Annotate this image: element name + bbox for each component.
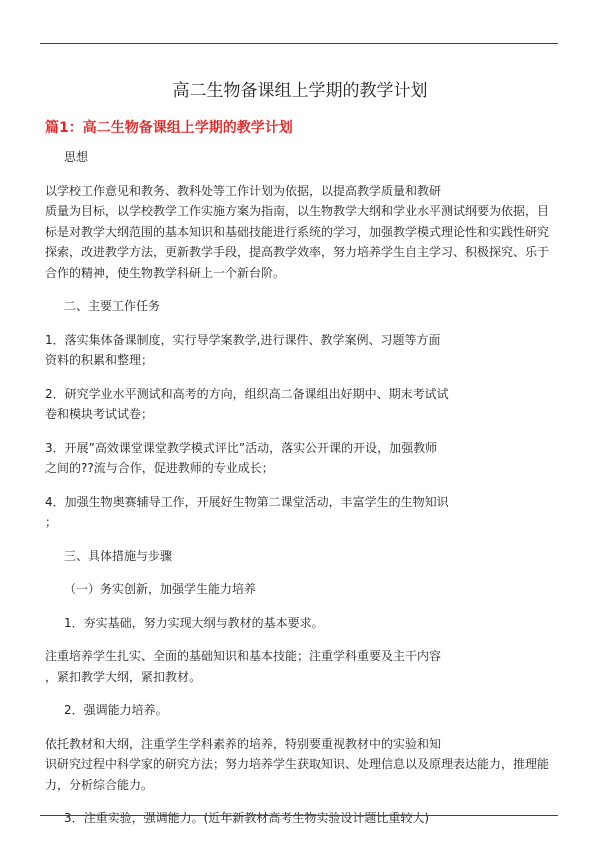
paragraph bbox=[45, 646, 560, 687]
text-line: 三、具体措施与步骤 bbox=[64, 548, 173, 563]
text-line: 注重培养学生扎实、全面的基础知识和基本技能；注重学科重要及主干内容 bbox=[45, 649, 442, 663]
paragraph bbox=[45, 384, 560, 425]
section-heading: 篇1：高二生物备课组上学期的教学计划 bbox=[45, 120, 293, 136]
text-line: 2．强调能力培养。 bbox=[64, 703, 168, 717]
text-line: 资料的积累和整理； bbox=[45, 353, 154, 367]
paragraph bbox=[45, 330, 560, 371]
text-line: （一）务实创新，加强学生能力培养 bbox=[64, 582, 257, 596]
paragraph bbox=[45, 147, 560, 168]
text-line: 合作的精神，使生物教学科研上一个新台阶。 bbox=[45, 265, 286, 280]
text-line: 4．加强生物奥赛辅导工作，开展好生物第二课堂活动，丰富学生的生物知识 bbox=[45, 494, 449, 509]
text-line: ，紧扣教学大纲，紧扣教材。 bbox=[45, 669, 202, 684]
text-line: 依托教材和大纲，注重学生学科素养的培养，特别要重视教材中的实验和知 bbox=[45, 736, 442, 751]
text-line: 1．夯实基础，努力实现大纲与教材的基本要求。 bbox=[64, 615, 324, 630]
paragraph bbox=[45, 579, 560, 600]
paragraph bbox=[45, 296, 560, 317]
paragraph bbox=[45, 438, 560, 479]
paragraph bbox=[45, 181, 560, 284]
text-line: 1．落实集体备课制度，实行导学案教学,进行课件、教学案例、习题等方面 bbox=[45, 332, 441, 347]
text-line: 3．注重实验，强调能力。(近年新教材高考生物实验设计题比重较大) bbox=[64, 811, 430, 825]
text-line: ； bbox=[45, 515, 58, 529]
paragraph bbox=[45, 492, 560, 533]
paragraph bbox=[45, 613, 560, 634]
paragraph bbox=[45, 700, 560, 721]
document-body bbox=[45, 147, 560, 842]
text-line: 之间的??流与合作，促进教师的专业成长； bbox=[45, 461, 274, 475]
text-line: 3．开展”高效课堂课堂教学模式评比”活动，落实公开课的开设，加强教师 bbox=[45, 440, 438, 455]
text-line: 力，分析综合能力。 bbox=[45, 777, 154, 792]
text-line: 以学校工作意见和教务、教科处等工作计划为依据，以提高教学质量和教研 bbox=[45, 183, 442, 198]
text-line: 识研究过程中科学家的研究方法；努力培养学生获取知识、处理信息以及原理表达能力，推理能 bbox=[45, 757, 550, 771]
paragraph bbox=[45, 808, 560, 829]
text-line: 2．研究学业水平测试和高考的方向，组织高二备课组出好期中、期末考试试 bbox=[45, 386, 449, 401]
bottom-rule bbox=[40, 815, 558, 816]
text-line: 探索，改进教学方法，更新教学手段，提高教学效率，努力培养学生自主学习、积极探究、乐于 bbox=[45, 245, 550, 259]
text-line: 质量为目标，以学校教学工作实施方案为指南，以生物教学大纲和学业水平测试纲要为依据，目 bbox=[45, 204, 550, 218]
text-line: 标是对教学大纲范围的基本知识和基础技能进行系统的学习，加强教学模式理论性和实践性研究 bbox=[45, 224, 550, 239]
document-title: 高二生物备课组上学期的教学计划 bbox=[172, 81, 428, 101]
text-line: 思想 bbox=[64, 150, 89, 164]
top-rule bbox=[40, 43, 558, 44]
paragraph bbox=[45, 734, 560, 796]
text-line: 卷和模块考试试卷； bbox=[45, 407, 154, 421]
paragraph bbox=[45, 546, 560, 567]
text-line: 二、主要工作任务 bbox=[64, 299, 161, 313]
